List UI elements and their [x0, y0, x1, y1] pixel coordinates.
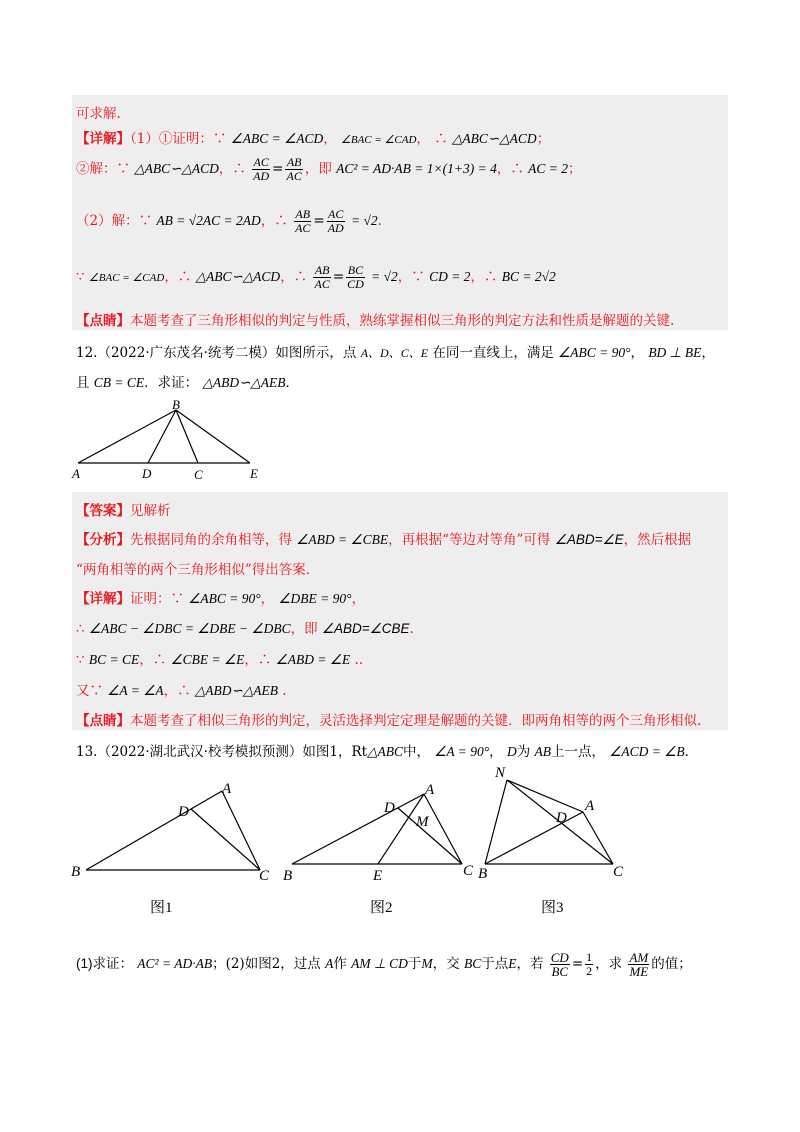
detail-line-2: ②解：∵ △ABC∽△ACD，∴ $\frac{AC}{AD}$ = $\frac{AB}{AC}$ ，即 AC² = AD·AB = 1×(1+3) = 4，∴ AC = 2； — [76, 155, 582, 183]
math: BC = CE — [88, 652, 140, 667]
text: ，求 — [595, 956, 623, 972]
frac-num: 1 — [586, 950, 593, 964]
text: 先根据同角的余角相等，得 — [130, 532, 292, 548]
text: . — [377, 213, 382, 229]
text: ， — [701, 345, 715, 361]
text: ，再根据“等边对等角”可得 — [388, 532, 551, 548]
math: ∠DBE = 90° — [278, 591, 352, 606]
text: 于点 — [481, 956, 509, 972]
fraction — [585, 951, 593, 978]
q12-line-1 — [76, 341, 715, 361]
math: ∠A = ∠A — [107, 683, 164, 698]
text: ； — [568, 161, 582, 177]
frac-num: BC — [347, 263, 364, 277]
comment-tag: 【点睛】 — [76, 313, 130, 329]
line-AC — [222, 791, 260, 870]
detail-line-8: 又∵ ∠A = ∠A，∴ △ABD∽△AEB . — [76, 683, 287, 699]
line-NB — [485, 780, 507, 864]
text: ，∴ — [244, 652, 272, 668]
text: ，∵ — [397, 269, 425, 285]
text: 12.（2022·广东茂名·统考二模）如图所示，点 — [76, 345, 357, 361]
line-BA — [86, 791, 222, 870]
math: AC = 2 — [528, 161, 569, 176]
text: ，∴ — [280, 269, 308, 285]
q13-figure-3 — [475, 762, 635, 888]
frac-num: AB — [314, 263, 330, 277]
detail-line-3: （2）解：∵ AB = √2AC = 2AD，∴ $\frac{AB}{AC}$ = $\frac{AC}{AD}$ = √2. — [76, 207, 382, 235]
frac-den: AD — [327, 221, 344, 235]
math: △ABC∽△ACD — [195, 269, 281, 284]
text: ∵ — [76, 269, 85, 285]
label-C: C — [613, 864, 624, 880]
text: ，∴ — [139, 652, 167, 668]
line-NA — [507, 780, 583, 812]
q12-figure — [70, 396, 270, 486]
math: BD ⊥ BE — [648, 345, 702, 360]
frac-num: AM — [629, 950, 649, 965]
fraction — [628, 951, 649, 978]
label-N: N — [495, 765, 506, 781]
math: ∠ABD=∠E — [554, 532, 624, 547]
frac-num: AB — [286, 155, 302, 169]
math: ∠ABC = 90° — [558, 345, 631, 360]
math: D — [506, 744, 517, 759]
detail-line-5: 【详解】证明：∵ ∠ABC = 90°， ∠DBE = 90°， — [76, 591, 366, 607]
math: ∠ABC − ∠DBC = ∠DBE − ∠DBC — [88, 621, 291, 636]
frac-num: CD — [550, 950, 569, 965]
label-A: A — [585, 798, 595, 814]
math: CD = 2 — [429, 269, 471, 284]
frac-num: AC — [253, 155, 269, 169]
label-D: D — [142, 466, 152, 481]
text: 且 — [76, 375, 90, 391]
label-C: C — [194, 467, 203, 482]
text: ，∴ — [163, 683, 191, 699]
fraction — [294, 208, 311, 235]
line-BA — [485, 812, 583, 864]
frac-den: CD — [347, 277, 364, 291]
frac-num: AB — [295, 207, 311, 221]
math: ∠CBE = ∠E — [170, 652, 245, 667]
label-B: B — [283, 868, 293, 884]
line-DC — [398, 808, 462, 864]
fraction — [550, 951, 570, 978]
text: ， — [489, 744, 503, 760]
text-line — [76, 102, 121, 122]
analysis-line-1 — [76, 528, 691, 548]
text: ． — [684, 744, 699, 760]
figure-1-caption: 图1 — [150, 900, 173, 916]
analysis-tag: 【分析】 — [76, 532, 130, 548]
figure-2-caption: 图2 — [370, 900, 393, 916]
math: M — [421, 956, 433, 971]
frac-den: AC — [295, 221, 311, 235]
text: ∴ — [76, 621, 85, 637]
analysis-line-2 — [76, 558, 310, 578]
comment-tag: 【点睛】 — [76, 713, 130, 729]
text: ；(2)如图2，过点 — [212, 956, 321, 972]
figure-3-caption: 图3 — [541, 900, 564, 916]
text: 的值； — [651, 956, 692, 972]
label-M: M — [416, 814, 429, 830]
math: △ABC — [367, 744, 403, 759]
text: 作 — [333, 956, 347, 972]
label-B: B — [172, 397, 180, 412]
math: AM ⊥ CD — [351, 956, 408, 971]
text: ∴ — [434, 131, 448, 147]
text: ，然后根据 — [623, 532, 692, 548]
line-AC — [583, 812, 613, 864]
text: ； — [536, 131, 551, 147]
label-A: A — [425, 782, 435, 798]
math: A — [325, 956, 334, 971]
frac-den: BC — [551, 964, 569, 979]
text: ②解：∵ — [76, 161, 130, 177]
math: ∠ABD=∠CBE — [321, 621, 410, 636]
math: E — [508, 956, 517, 971]
detail-line-4: ∵ ∠BAC = ∠CAD，∴ △ABC∽△ACD，∴ $\frac{AB}{AC}$ = $\frac{BC}{CD}$ = √2，∵ CD = 2，∴ BC = 2√2 — [76, 263, 556, 291]
comment-text: 本题考查了相似三角形的判定，灵活选择判定定理是解题的关键．即两角相等的两个三角形相似. — [130, 713, 702, 729]
text: （2）解：∵ — [76, 213, 153, 229]
text: ，若 — [516, 956, 544, 972]
q13-figure-2 — [280, 778, 488, 888]
math: ∠ABD = ∠E — [275, 652, 351, 667]
text: “两角相等的两个三角形相似”得出答案. — [76, 562, 311, 578]
text: ，∴ — [260, 213, 288, 229]
fraction — [327, 208, 345, 235]
detail-tag: 【详解】 — [76, 591, 130, 607]
frac-den: AD — [253, 169, 270, 183]
comment-line-2 — [76, 709, 701, 729]
line-AC — [424, 794, 462, 864]
text: 在同一直线上，满足 — [432, 345, 554, 361]
frac-den: ME — [629, 964, 649, 979]
frac-den: 2 — [586, 964, 593, 978]
text: 证明：∵ — [130, 591, 184, 607]
label-A: A — [72, 466, 80, 481]
q13-line-2 — [76, 951, 692, 978]
text: 又∵ — [76, 683, 103, 699]
math: △ABC∽△ACD — [452, 131, 537, 146]
text: ，∴ — [164, 269, 192, 285]
detail-line-6: ∴ ∠ABC − ∠DBC = ∠DBE − ∠DBC，即 ∠ABD=∠CBE. — [76, 621, 414, 637]
math: △ABD∽△AEB — [202, 375, 286, 390]
label-E: E — [250, 466, 258, 481]
text: ，∴ — [470, 269, 498, 285]
math: AB — [534, 744, 551, 759]
text: ，交 — [432, 956, 460, 972]
text: 上一点， — [551, 744, 605, 760]
detail-line-1: 【详解】（1）①证明：∵ ∠ABC = ∠ACD， ∠BAC = ∠CAD， ∴ △ABC∽△ACD； — [76, 131, 551, 147]
comment-text: 本题考查了三角形相似的判定与性质，熟练掌握相似三角形的判定方法和性质是解题的关键. — [130, 313, 675, 329]
math: BC = 2√2 — [501, 269, 556, 284]
math: △ABD∽△AEB — [194, 683, 278, 698]
label-C: C — [463, 863, 474, 879]
answer-text: 见解析 — [130, 503, 171, 519]
text: 13.（2022·湖北武汉·校考模拟预测）如图1，Rt — [76, 744, 368, 760]
label-D: D — [384, 800, 395, 816]
text: = — [571, 956, 584, 972]
q12-line-2 — [76, 371, 299, 391]
math: AC² = AD·AB = 1×(1+3) = 4 — [336, 161, 497, 176]
math: A、D、C、E — [360, 346, 429, 360]
text: ，即 — [304, 161, 332, 177]
math: = √2 — [351, 213, 378, 228]
math: ∠ABD = ∠CBE — [296, 532, 389, 547]
line-BA — [78, 410, 176, 463]
math: CB = CE — [93, 375, 145, 390]
math: = √2 — [371, 269, 398, 284]
label-D: D — [556, 810, 567, 826]
math: ∠ABC = 90° — [188, 591, 261, 606]
math: ∠ABC = ∠ACD — [230, 131, 324, 146]
fraction — [313, 264, 330, 291]
comment-line-1 — [76, 309, 674, 329]
text: ．求证： — [144, 375, 199, 391]
fraction — [252, 156, 270, 183]
label-A: A — [222, 781, 232, 797]
text: ∵ — [76, 652, 85, 668]
frac-num: AC — [328, 207, 344, 221]
text: （1）①证明：∵ — [130, 131, 227, 147]
label-B: B — [478, 866, 488, 882]
continuation-text: 可求解. — [76, 106, 121, 122]
line-BA — [292, 794, 424, 864]
frac-den: AC — [314, 277, 330, 291]
text: ， — [630, 345, 645, 361]
fraction — [346, 264, 365, 291]
math: AB = √2AC = 2AD — [156, 213, 261, 228]
math: ∠A = 90° — [434, 744, 490, 759]
math: ∠BAC = ∠CAD — [341, 134, 417, 146]
line-DC — [191, 809, 260, 870]
label-B: B — [71, 864, 81, 880]
text: ． — [285, 375, 300, 391]
text: ，∴ — [218, 161, 246, 177]
q13-line-1 — [76, 740, 698, 760]
text: 中， — [402, 744, 430, 760]
text: 于 — [407, 956, 422, 972]
label-D: D — [178, 804, 189, 820]
math: ∠ACD = ∠B — [609, 744, 685, 759]
text: ，∴ — [496, 161, 524, 177]
text: 为 — [516, 744, 531, 760]
label-C: C — [259, 868, 270, 884]
math: AC² = AD·AB — [137, 956, 213, 971]
q13-figure-1 — [68, 778, 283, 888]
text: (1)求证： — [76, 956, 133, 971]
math: △ABC∽△ACD — [134, 161, 219, 176]
math: ∠BAC = ∠CAD — [88, 272, 165, 284]
math: BC — [463, 956, 482, 971]
answer-line — [76, 499, 171, 519]
answer-tag: 【答案】 — [76, 503, 130, 519]
detail-tag: 【详解】 — [76, 131, 130, 147]
frac-den: AC — [286, 169, 302, 183]
fraction — [285, 156, 302, 183]
text: ，即 — [290, 621, 318, 637]
label-E: E — [373, 868, 383, 884]
detail-line-7: ∵ BC = CE，∴ ∠CBE = ∠E，∴ ∠ABD = ∠E .. — [76, 652, 364, 668]
